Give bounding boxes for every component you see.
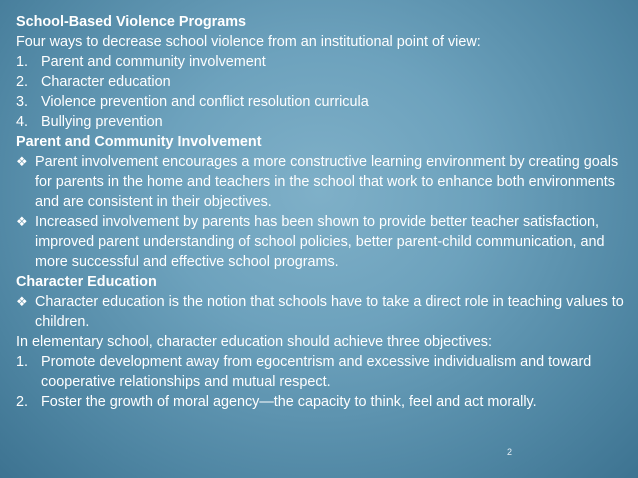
numbered-item — [16, 392, 626, 412]
bullet-text: Increased involvement by parents has been shown to provide better teacher satisfaction, improved parent understanding of school policies, better parent-child communication, and more successful and effective school programs. — [35, 214, 605, 270]
objectives-intro: In elementary school, character education should achieve three objectives: — [16, 334, 492, 350]
numbered-item — [16, 92, 626, 112]
bullet-item — [16, 152, 626, 212]
numbered-item — [16, 112, 626, 132]
item-text: Bullying prevention — [41, 114, 163, 130]
intro-text: Four ways to decrease school violence from an institutional point of view: — [16, 34, 481, 50]
bullet-item — [16, 212, 626, 272]
item-number: 1. — [16, 54, 29, 70]
slide-content — [16, 12, 626, 412]
slide-heading: School-Based Violence Programs — [16, 14, 247, 30]
numbered-item — [16, 52, 626, 72]
bullet-text: Character education is the notion that schools have to take a direct role in teaching values to children. — [35, 294, 624, 330]
item-text: Parent and community involvement — [41, 54, 266, 70]
item-number: 2. — [16, 74, 29, 90]
numbered-item — [16, 352, 626, 392]
diamond-bullet-icon: ❖ — [16, 294, 28, 309]
slide-number: 2 — [507, 447, 513, 457]
item-number: 1. — [16, 354, 29, 370]
item-text: Foster the growth of moral agency—the capacity to think, feel and act morally. — [41, 394, 537, 410]
item-number: 2. — [16, 394, 29, 410]
item-text: Violence prevention and conflict resolution curricula — [41, 94, 369, 110]
diamond-bullet-icon: ❖ — [16, 154, 28, 169]
diamond-bullet-icon: ❖ — [16, 214, 28, 229]
item-number: 4. — [16, 114, 29, 130]
section-heading-parent: Parent and Community Involvement — [16, 134, 262, 150]
bullet-text: Parent involvement encourages a more constructive learning environment by creating goals for parents in the home and teachers in the school that work to enhance both environments and are consistent in their objectives. — [35, 154, 619, 210]
item-text: Character education — [41, 74, 171, 90]
item-number: 3. — [16, 94, 29, 110]
item-text: Promote development away from egocentrism and excessive individualism and toward cooperative relationships and mutual respect. — [41, 354, 592, 390]
numbered-item — [16, 72, 626, 92]
bullet-item — [16, 292, 626, 332]
section-heading-character: Character Education — [16, 274, 157, 290]
